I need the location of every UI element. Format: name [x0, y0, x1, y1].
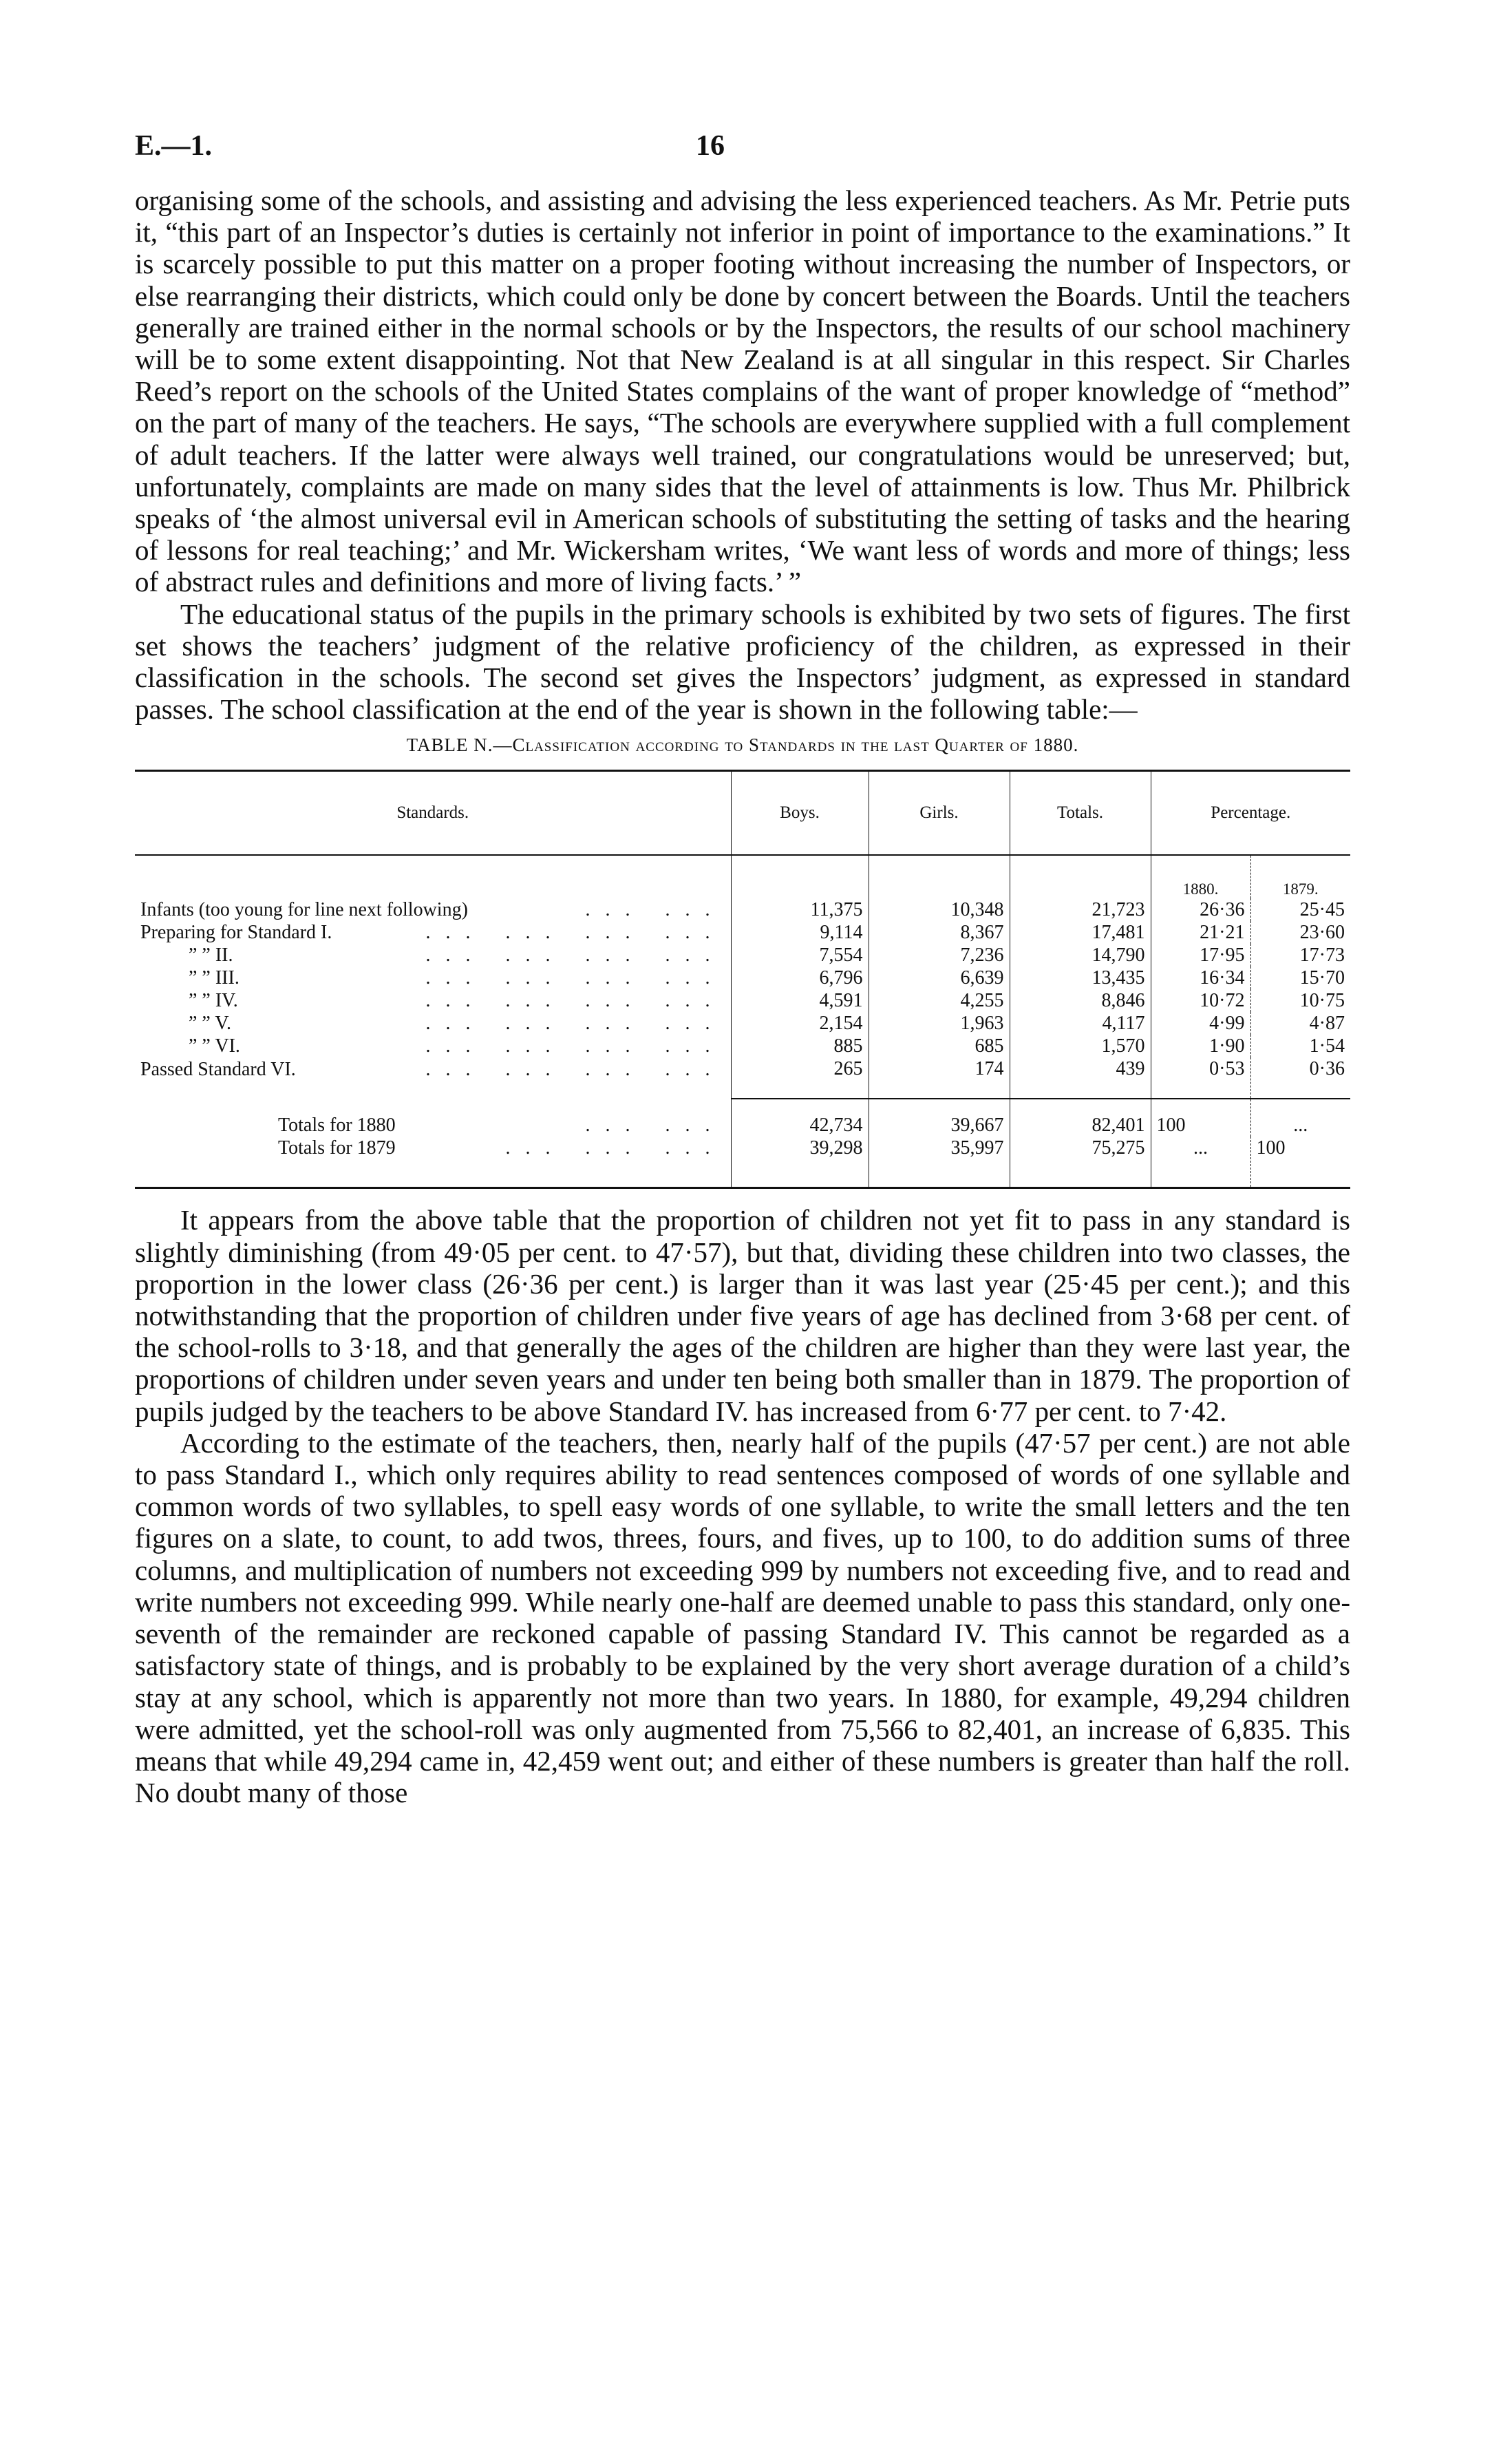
cell-totals: 14,790 [1010, 944, 1151, 967]
cell-totals: 1,570 [1010, 1035, 1151, 1057]
table-row [135, 1035, 1350, 1057]
cell-boys: 265 [731, 1057, 869, 1099]
row-label [135, 989, 731, 1012]
table-caption [135, 735, 1350, 756]
cell-pct-1879: 17·73 [1250, 944, 1350, 967]
row-label [135, 898, 731, 921]
row-label [135, 967, 731, 989]
total-girls: 39,667 [869, 1099, 1010, 1137]
cell-girls: 1,963 [869, 1012, 1010, 1035]
total-pct-1880: 100 [1151, 1099, 1250, 1137]
document-reference: E.—1. [135, 130, 213, 162]
cell-totals: 13,435 [1010, 967, 1151, 989]
cell-pct-1879: 10·75 [1250, 989, 1350, 1012]
classification-table [135, 772, 1350, 1187]
row-label-text: ” ” IV. [189, 990, 238, 1012]
cell-girls: 8,367 [869, 921, 1010, 944]
cell-pct-1880: 1·90 [1151, 1035, 1250, 1057]
row-label-text: ” ” III. [189, 967, 239, 989]
paragraph-2: The educational status of the pupils in the primary schools is exhibited by two sets of figures. The first set shows the teachers’ judgment of the relative proficiency of the children, as expressed in their classification in the schools. The second set gives the Inspectors’ judgment, as expressed in standard passes. The school classification at the end of the year is shown in the following table:— [135, 598, 1350, 726]
table-row [135, 944, 1350, 967]
cell-pct-1880: 26·36 [1151, 898, 1250, 921]
cell-boys: 11,375 [731, 898, 869, 921]
cell-girls: 7,236 [869, 944, 1010, 967]
cell-pct-1879: 4·87 [1250, 1012, 1350, 1035]
row-label [135, 944, 731, 967]
table-row [135, 967, 1350, 989]
col-header-boys: Boys. [731, 772, 869, 855]
table-row [135, 989, 1350, 1012]
spacer [135, 855, 731, 898]
row-label-text: Passed Standard VI. [140, 1059, 296, 1081]
total-totals: 75,275 [1010, 1137, 1151, 1187]
leader-dots: ... ... [585, 1115, 725, 1137]
cell-pct-1880: 4·99 [1151, 1012, 1250, 1035]
row-label-text: Preparing for Standard I. [140, 922, 332, 944]
col-header-totals: Totals. [1010, 772, 1151, 855]
paragraph-4: According to the estimate of the teachers, then, nearly half of the pupils (47·57 per cent.) are not able to pass Standard I., which only requires ability to read sentences composed of words of one syllable and common words of two syllables, to spell easy words of one syllable, to write the small letters and the ten figures on a slate, to count, to add twos, threes, fours, and fives, up to 100, to do addition sums of three columns, and multiplication of numbers not exceeding 999 by numbers not exceeding five, and to read and write numbers not exceeding 999. While nearly one-half are deemed unable to pass this standard, only one-seventh of the remainder are reckoned capable of passing Standard IV. This cannot be regarded as a satisfactory state of things, and is probably to be explained by the very short average duration of a child’s stay at any school, which is apparently not more than two years. In 1880, for example, 49,294 children were admitted, yet the school-roll was only augmented from 75,566 to 82,401, an increase of 6,835. This means that while 49,294 came in, 42,459 went out; and either of these numbers is greater than half the roll. No doubt many of those [135, 1426, 1350, 1809]
spacer [731, 855, 869, 898]
table-row [135, 921, 1350, 944]
cell-pct-1879: 23·60 [1250, 921, 1350, 944]
spacer [1010, 855, 1151, 898]
row-label [135, 921, 731, 944]
totals-label-text: Totals for 1880 [278, 1115, 396, 1137]
leader-dots: ... ... ... ... [425, 1035, 725, 1057]
leader-dots: ... ... ... ... [425, 1059, 725, 1081]
total-pct-1879: 100 [1250, 1137, 1350, 1187]
row-label-text: ” ” V. [189, 1013, 231, 1035]
paragraph-3: It appears from the above table that the proportion of children not yet fit to pass in any standard is slightly diminishing (from 49·05 per cent. to 47·57), but that, dividing these children into two classes, the proportion in the lower class (26·36 per cent.) is larger than it was last year (25·45 per cent.); and this notwithstanding that the proportion of children under five years of age has declined from 3·68 per cent. of the school-rolls to 3·18, and that generally the ages of the children are higher than they were last year, the proportions of children under seven years and under ten being both smaller than in 1879. The proportion of pupils judged by the teachers to be above Standard IV. has increased from 6·77 per cent. to 7·42. [135, 1204, 1350, 1427]
col-header-standards: Standards. [135, 772, 731, 855]
totals-label [135, 1099, 731, 1137]
page-header [135, 117, 1350, 162]
cell-totals: 8,846 [1010, 989, 1151, 1012]
cell-pct-1879: 25·45 [1250, 898, 1350, 921]
table-row [135, 1012, 1350, 1035]
col-header-percentage: Percentage. [1151, 772, 1350, 855]
cell-boys: 4,591 [731, 989, 869, 1012]
leader-dots: ... ... ... ... [425, 990, 725, 1012]
cell-boys: 9,114 [731, 921, 869, 944]
cell-totals: 17,481 [1010, 921, 1151, 944]
row-label-text: ” ” II. [189, 944, 233, 967]
total-boys: 42,734 [731, 1099, 869, 1137]
table-header-row [135, 772, 1350, 855]
cell-totals: 439 [1010, 1057, 1151, 1099]
leader-dots: ... ... ... ... [425, 1013, 725, 1035]
cell-girls: 174 [869, 1057, 1010, 1099]
row-label-text: Infants (too young for line next following) [140, 899, 468, 921]
cell-pct-1880: 0·53 [1151, 1057, 1250, 1099]
cell-girls: 4,255 [869, 989, 1010, 1012]
table-row [135, 898, 1350, 921]
cell-pct-1879: 15·70 [1250, 967, 1350, 989]
row-label [135, 1035, 731, 1057]
leader-dots: ... ... ... ... [425, 922, 725, 944]
cell-pct-1880: 17·95 [1151, 944, 1250, 967]
cell-boys: 6,796 [731, 967, 869, 989]
total-pct-1879: ... [1250, 1099, 1350, 1137]
table-row [135, 1057, 1350, 1099]
leader-dots: ... ... [585, 899, 725, 921]
document-page [135, 117, 1350, 1808]
totals-label [135, 1137, 731, 1187]
cell-pct-1880: 21·21 [1151, 921, 1250, 944]
leader-dots: ... ... ... ... [425, 944, 725, 967]
cell-pct-1879: 0·36 [1250, 1057, 1350, 1099]
total-pct-1880: ... [1151, 1137, 1250, 1187]
cell-pct-1880: 10·72 [1151, 989, 1250, 1012]
spacer [869, 855, 1010, 898]
total-totals: 82,401 [1010, 1099, 1151, 1137]
year-subheader-row [135, 855, 1350, 898]
total-boys: 39,298 [731, 1137, 869, 1187]
row-label [135, 1012, 731, 1035]
subheader-1879: 1879. [1250, 855, 1350, 898]
totals-label-text: Totals for 1879 [278, 1137, 396, 1159]
row-label-text: ” ” VI. [189, 1035, 240, 1057]
page-number: 16 [696, 130, 725, 162]
table-caption-title: Classification according to Standards in the last Quarter of 1880. [512, 735, 1079, 756]
cell-boys: 2,154 [731, 1012, 869, 1035]
cell-girls: 10,348 [869, 898, 1010, 921]
cell-girls: 685 [869, 1035, 1010, 1057]
cell-totals: 21,723 [1010, 898, 1151, 921]
cell-boys: 7,554 [731, 944, 869, 967]
col-header-girls: Girls. [869, 772, 1010, 855]
cell-pct-1880: 16·34 [1151, 967, 1250, 989]
cell-totals: 4,117 [1010, 1012, 1151, 1035]
totals-row [135, 1099, 1350, 1137]
leader-dots: ... ... ... [505, 1137, 725, 1159]
cell-pct-1879: 1·54 [1250, 1035, 1350, 1057]
classification-table-wrapper [135, 770, 1350, 1189]
row-label [135, 1057, 731, 1099]
total-girls: 35,997 [869, 1137, 1010, 1187]
cell-boys: 885 [731, 1035, 869, 1057]
totals-row [135, 1137, 1350, 1187]
table-caption-prefix: TABLE N.— [406, 735, 513, 756]
paragraph-1: organising some of the schools, and assisting and advising the less experienced teachers. As Mr. Petrie puts it, “this part of an Inspector’s duties is certainly not inferior in point of importance to the examinations.” It is scarcely possible to put this matter on a proper footing without increasing the number of Inspectors, or else rearranging their districts, which could only be done by concert between the Boards. Until the teachers generally are trained either in the normal schools or by the Inspectors, the results of our school machinery will be to some extent disappointing. Not that New Zealand is at all singular in this respect. Sir Charles Reed’s report on the schools of the United States complains of the want of proper knowledge of “method” on the part of many of the teachers. He says, “The schools are everywhere supplied with a full complement of adult teachers. If the latter were always well trained, our congratulations would be unreserved; but, unfortunately, complaints are made on many sides that the level of attainments is low. Thus Mr. Philbrick speaks of ‘the almost universal evil in American schools of substituting the setting of tasks and the hearing of lessons for real teaching;’ and Mr. Wickersham writes, ‘We want less of words and more of things; less of abstract rules and definitions and more of living facts.’ ” [135, 184, 1350, 598]
cell-girls: 6,639 [869, 967, 1010, 989]
subheader-1880: 1880. [1151, 855, 1250, 898]
leader-dots: ... ... ... ... [425, 967, 725, 989]
